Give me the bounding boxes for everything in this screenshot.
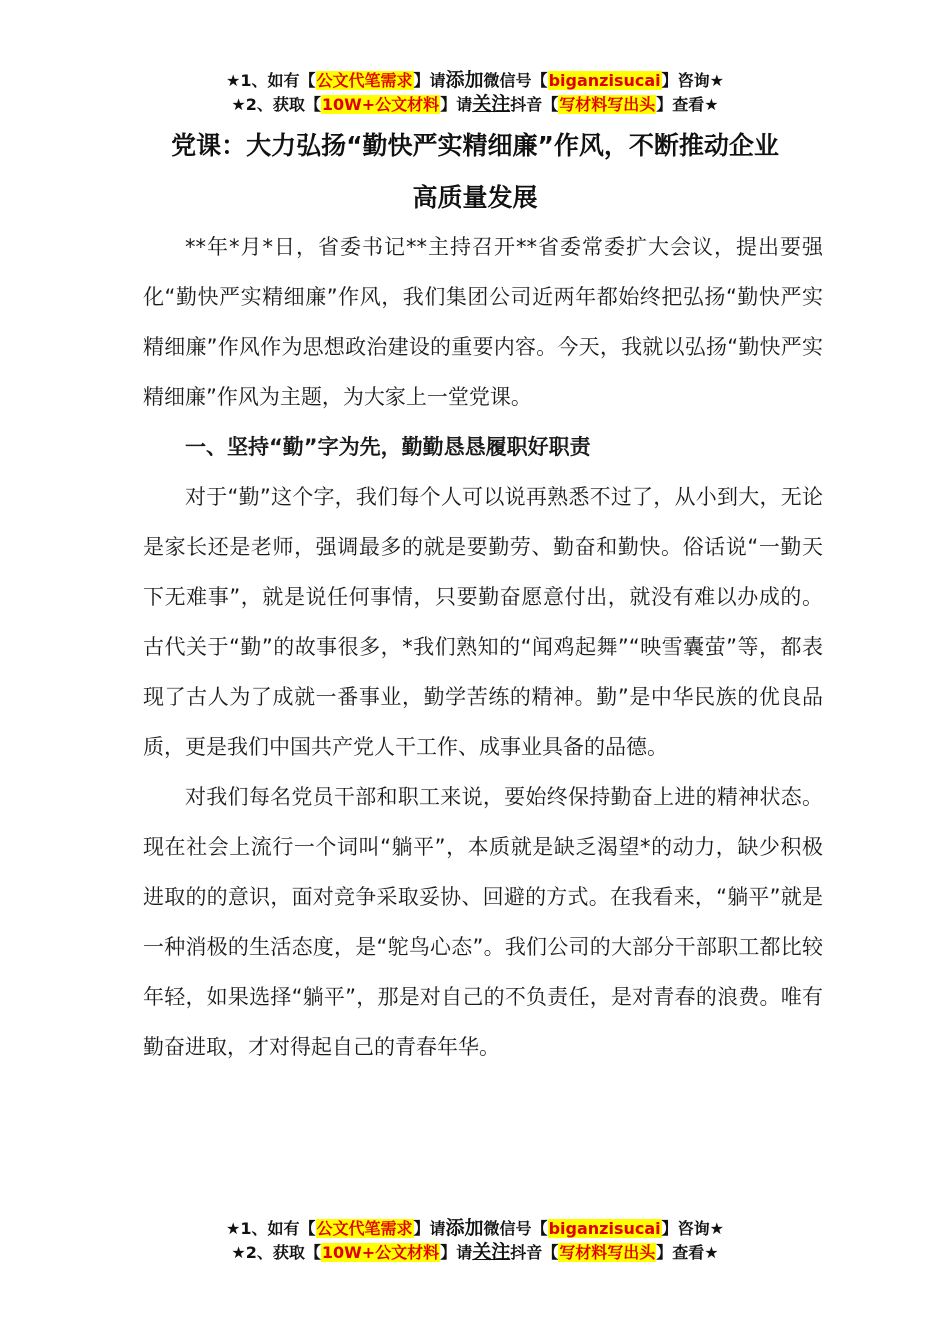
banner-highlight-wechat: biganzisucai (548, 1219, 661, 1238)
banner-text: 】请 (440, 95, 473, 114)
banner-text: 微信号【 (483, 1219, 548, 1238)
banner-text: 】请 (413, 1219, 446, 1238)
banner-line-2 (0, 1240, 950, 1264)
banner-highlight: 10W+公文材料 (321, 1243, 440, 1262)
banner-text: 抖音【 (510, 1243, 559, 1262)
banner-line-1 (0, 68, 950, 92)
banner-line-2 (0, 92, 950, 116)
document-body (143, 222, 823, 1072)
banner-emphasis: 添加 (445, 69, 484, 91)
banner-emphasis: 关注 (472, 1241, 511, 1263)
banner-line-1 (0, 1216, 950, 1240)
banner-text: 】请 (413, 71, 446, 90)
title-line-2: 高质量发展 (412, 183, 538, 212)
document-title (110, 120, 840, 224)
banner-highlight-wechat: biganzisucai (548, 71, 661, 90)
title-line-1: 党课：大力弘扬“勤快严实精细廉”作风，不断推动企业 (171, 131, 779, 160)
banner-highlight: 10W+公文材料 (321, 95, 440, 114)
banner-highlight: 公文代笔需求 (316, 71, 413, 90)
banner-emphasis: 添加 (445, 1217, 484, 1239)
footer-banner (0, 1216, 950, 1264)
banner-text: ★1、如有【 (226, 1219, 316, 1238)
banner-text: 】请 (440, 1243, 473, 1262)
banner-text: ★1、如有【 (226, 71, 316, 90)
banner-text: ★2、获取【 (231, 1243, 321, 1262)
paragraph-2: 对于“勤”这个字，我们每个人可以说再熟悉不过了，从小到大，无论是家长还是老师，强调最多的就是要勤劳、勤奋和勤快。俗话说“一勤天下无难事”，就是说任何事情，只要勤奋愿意付出，就没有难以办成的。古代关于“勤”的故事很多，*我们熟知的“闻鸡起舞”“映雪囊萤”等，都表现了古人为了成就一番事业，勤学苦练的精神。勤”是中华民族的优良品质，更是我们中国共产党人干工作、成事业具备的品德。 (143, 485, 823, 759)
banner-text: 抖音【 (510, 95, 559, 114)
banner-highlight-douyin: 写材料写出头 (559, 1243, 656, 1262)
banner-text: 】咨询★ (661, 71, 724, 90)
banner-text: 】查看★ (656, 95, 719, 114)
banner-text: 】咨询★ (661, 1219, 724, 1238)
banner-highlight: 公文代笔需求 (316, 1219, 413, 1238)
banner-emphasis: 关注 (472, 93, 511, 115)
banner-text: 微信号【 (483, 71, 548, 90)
paragraph-3: 对我们每名党员干部和职工来说，要始终保持勤奋上进的精神状态。现在社会上流行一个词叫“躺平”，本质就是缺乏渴望*的动力，缺少积极进取的的意识，面对竞争采取妥协、回避的方式。在我看来，“躺平”就是一种消极的生活态度，是“鸵鸟心态”。我们公司的大部分干部职工都比较年轻，如果选择“躺平”，那是对自己的不负责任，是对青春的浪费。唯有勤奋进取，才对得起自己的青春年华。 (143, 785, 823, 1059)
paragraph-intro: **年*月*日，省委书记**主持召开**省委常委扩大会议，提出要强化“勤快严实精细廉”作风，我们集团公司近两年都始终把弘扬“勤快严实精细廉”作风作为思想政治建设的重要内容。今天，我就以弘扬“勤快严实精细廉”作风为主题，为大家上一堂党课。 (143, 235, 823, 409)
banner-highlight-douyin: 写材料写出头 (559, 95, 656, 114)
banner-text: ★2、获取【 (231, 95, 321, 114)
banner-text: 】查看★ (656, 1243, 719, 1262)
section-heading-1: 一、坚持“勤”字为先，勤勤恳恳履职好职责 (185, 435, 591, 459)
header-banner (0, 68, 950, 116)
